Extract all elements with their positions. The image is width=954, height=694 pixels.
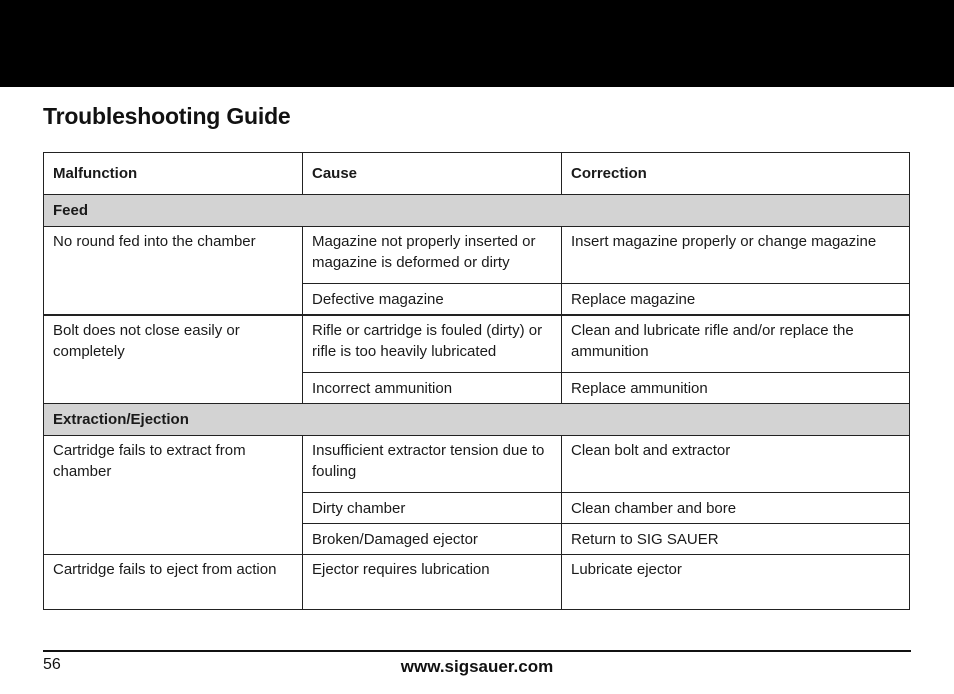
malfunction-cell: No round fed into the chamber	[44, 227, 303, 316]
correction-cell: Clean bolt and extractor	[562, 436, 910, 493]
table-row	[44, 315, 910, 373]
table-row	[44, 436, 910, 493]
cause-cell: Defective magazine	[303, 284, 562, 316]
header-bar	[0, 0, 954, 87]
section-row-extraction	[44, 404, 910, 436]
correction-cell: Clean and lubricate rifle and/or replace the ammunition	[562, 315, 910, 373]
malfunction-cell: Bolt does not close easily or completely	[44, 315, 303, 404]
footer-divider	[43, 650, 911, 652]
correction-cell: Clean chamber and bore	[562, 493, 910, 524]
malfunction-cell: Cartridge fails to extract from chamber	[44, 436, 303, 555]
troubleshooting-table	[43, 152, 910, 610]
cause-cell: Ejector requires lubrication	[303, 555, 562, 610]
table-header-row	[44, 153, 910, 195]
table-row	[44, 227, 910, 284]
correction-cell: Insert magazine properly or change magazine	[562, 227, 910, 284]
malfunction-cell: Cartridge fails to eject from action	[44, 555, 303, 610]
page-number: 56	[43, 656, 61, 673]
section-title: Extraction/Ejection	[44, 404, 910, 436]
header-cause: Cause	[303, 153, 562, 195]
correction-cell: Replace magazine	[562, 284, 910, 316]
section-title: Feed	[44, 195, 910, 227]
correction-cell: Return to SIG SAUER	[562, 524, 910, 555]
cause-cell: Broken/Damaged ejector	[303, 524, 562, 555]
cause-cell: Insufficient extractor tension due to fouling	[303, 436, 562, 493]
cause-cell: Magazine not properly inserted or magazine is deformed or dirty	[303, 227, 562, 284]
header-malfunction: Malfunction	[44, 153, 303, 195]
cause-cell: Incorrect ammunition	[303, 373, 562, 404]
correction-cell: Lubricate ejector	[562, 555, 910, 610]
page-title: Troubleshooting Guide	[43, 103, 291, 129]
cause-cell: Rifle or cartridge is fouled (dirty) or rifle is too heavily lubricated	[303, 315, 562, 373]
table-row	[44, 555, 910, 610]
section-row-feed	[44, 195, 910, 227]
cause-cell: Dirty chamber	[303, 493, 562, 524]
correction-cell: Replace ammunition	[562, 373, 910, 404]
website-link[interactable]: www.sigsauer.com	[400, 657, 554, 676]
header-correction: Correction	[562, 153, 910, 195]
